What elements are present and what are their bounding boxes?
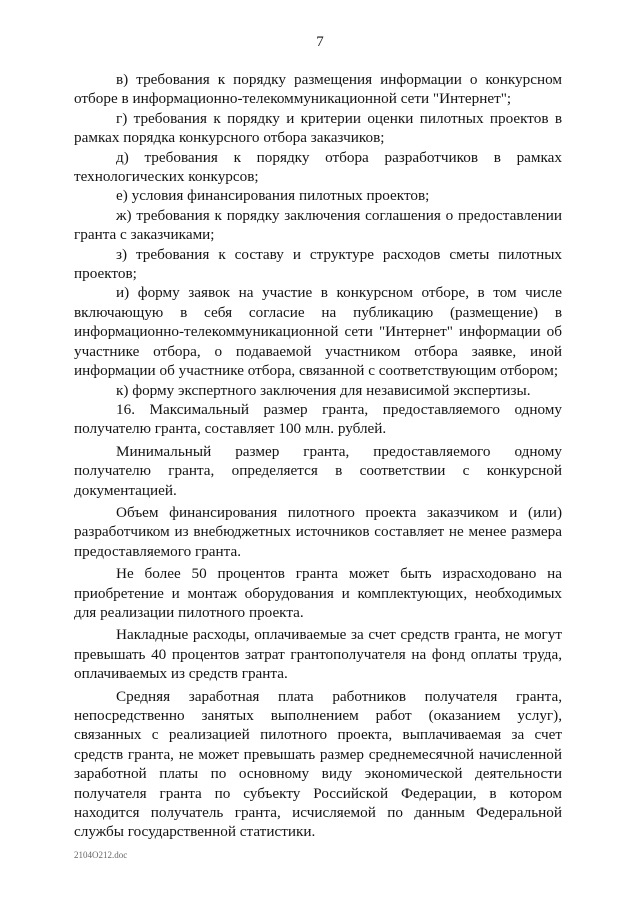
paragraph-financing-volume: Объем финансирования пилотного проекта заказчиком и (или) разработчиком из внебюджетных источников составляет не менее размера предоставляемого гранта. [74,503,562,560]
paragraph-16: 16. Максимальный размер гранта, предоставляемого одному получателю гранта, составляет 100 млн. рублей. [74,400,562,438]
paragraph-overhead: Накладные расходы, оплачиваемые за счет средств гранта, не могут превышать 40 процентов затрат грантополучателя на фонд оплаты труда, оплачиваемых из средств гранта. [74,626,562,683]
paragraph-g: г) требования к порядку и критерии оценки пилотных проектов в рамках порядка конкурсного отбора заказчиков; [74,109,562,147]
paragraph-i: и) форму заявок на участие в конкурсном отборе, в том числе включающую в себя согласие на публикацию (размещение) в информационно-телекоммуникационной сети "Интернет" информации об участнике отбора, о подаваемой участником отбора заявке, иной информации об участнике отбора, связанной с соответствующим отбором; [74,284,562,380]
paragraph-e: е) условия финансирования пилотных проектов; [116,187,430,205]
paragraph-v: в) требования к порядку размещения информации о конкурсном отборе в информационно-телекоммуникационной сети "Интернет"; [74,71,562,108]
paragraph-equipment-limit: Не более 50 процентов гранта может быть израсходовано на приобретение и монтаж оборудования и комплектующих, необходимых для реализации пилотного проекта. [74,565,562,621]
document-body [74,70,562,842]
paragraph-d: д) требования к порядку отбора разработчиков в рамках технологических конкурсов; [74,148,562,186]
paragraph-min-grant: Минимальный размер гранта, предоставляемого одному получателю гранта, определяется в соответствии с конкурсной документацией. [74,442,562,499]
document-file-reference: 2104О212.doc [74,850,128,860]
paragraph-k: к) форму экспертного заключения для независимой экспертизы. [116,381,531,399]
paragraph-average-salary: Средняя заработная плата работников получателя гранта, непосредственно занятых выполнением работ (оказанием услуг), связанных с реализацией пилотного проекта, выплачиваемая за счет средств гранта, не может превышать размер среднемесячной начисленной заработной платы по основному виду экономической деятельности получателя гранта по субъекту Российской Федерации, в котором находится получатель гранта, исчисляемой по данным Федеральной службы государственной статистики. [74,687,562,841]
paragraph-z: з) требования к составу и структуре расходов сметы пилотных проектов; [74,245,562,283]
page-number: 7 [316,34,324,50]
paragraph-zh: ж) требования к порядку заключения соглашения о предоставлении гранта с заказчиками; [74,206,562,244]
